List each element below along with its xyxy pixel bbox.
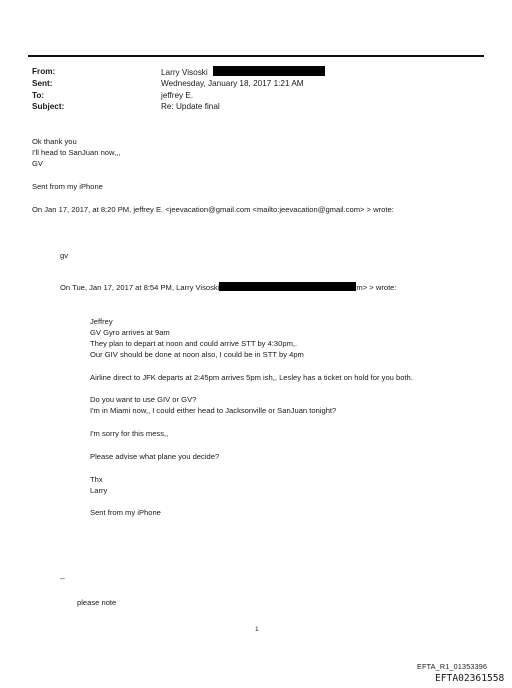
quoted-greeting: Jeffrey: [90, 317, 113, 326]
bates-number-1: EFTA_R1_01353396: [417, 662, 488, 671]
trailer-dashes: --: [60, 574, 66, 583]
quote-intro-1: On Jan 17, 2017, at 8:20 PM, jeffrey E. <jeevacation@gmail.com <mailto:jeevacation@gmail.com> > wrote:: [32, 205, 394, 214]
quoted-thx: Thx: [90, 475, 103, 484]
trailer-note: please note: [77, 598, 117, 607]
reply-signature: Sent from my iPhone: [32, 182, 103, 191]
quoted-airline: Airline direct to JFK departs at 2:45pm arrives 5pm ish,, Lesley has a ticket on hold for you both.: [90, 373, 413, 382]
redaction-block: [219, 282, 356, 291]
quote-intro-2-suffix: m> > wrote:: [356, 283, 397, 292]
page-number: 1: [255, 626, 259, 633]
reply-line-2: I'll head to SanJuan now,,,: [32, 148, 121, 157]
quote-intro-2: [60, 282, 397, 293]
bates-number-2: EFTA02361558: [435, 673, 505, 684]
subject-value: Re: Update final: [161, 102, 220, 111]
quoted-line-2: They plan to depart at noon and could arrive STT by 4:30pm,.: [90, 339, 298, 348]
from-name: Larry Visoski: [161, 68, 208, 77]
sent-label: Sent:: [32, 79, 53, 88]
quoted-name: Larry: [90, 486, 108, 495]
quote-intro-2-prefix: On Tue, Jan 17, 2017 at 8:54 PM, Larry Visoski: [60, 283, 220, 292]
quoted-body-gv: gv: [60, 251, 69, 260]
from-label: From:: [32, 67, 56, 76]
quoted-line-3: Our GIV should be done at noon also, I could be in STT by 4pm: [90, 350, 304, 359]
to-value: jeffrey E.: [161, 91, 194, 100]
quoted-line-1: GV Gyro arrives at 9am: [90, 328, 170, 337]
redaction-block: [213, 66, 325, 76]
quoted-advise: Please advise what plane you decide?: [90, 452, 220, 461]
quoted-question-1: Do you want to use GIV or GV?: [90, 395, 197, 404]
quoted-sorry: I'm sorry for this mess,,: [90, 429, 169, 438]
quoted-question-2: I'm in Miami now,, I could either head to Jacksonville or SanJuan tonight?: [90, 406, 337, 415]
reply-line-3: GV: [32, 159, 43, 168]
quoted-signature: Sent from my iPhone: [90, 508, 161, 517]
subject-label: Subject:: [32, 102, 65, 111]
reply-line-1: Ok thank you: [32, 137, 77, 146]
to-label: To:: [32, 91, 45, 100]
header-divider-line: [28, 55, 484, 57]
sent-value: Wednesday, January 18, 2017 1:21 AM: [161, 79, 304, 88]
